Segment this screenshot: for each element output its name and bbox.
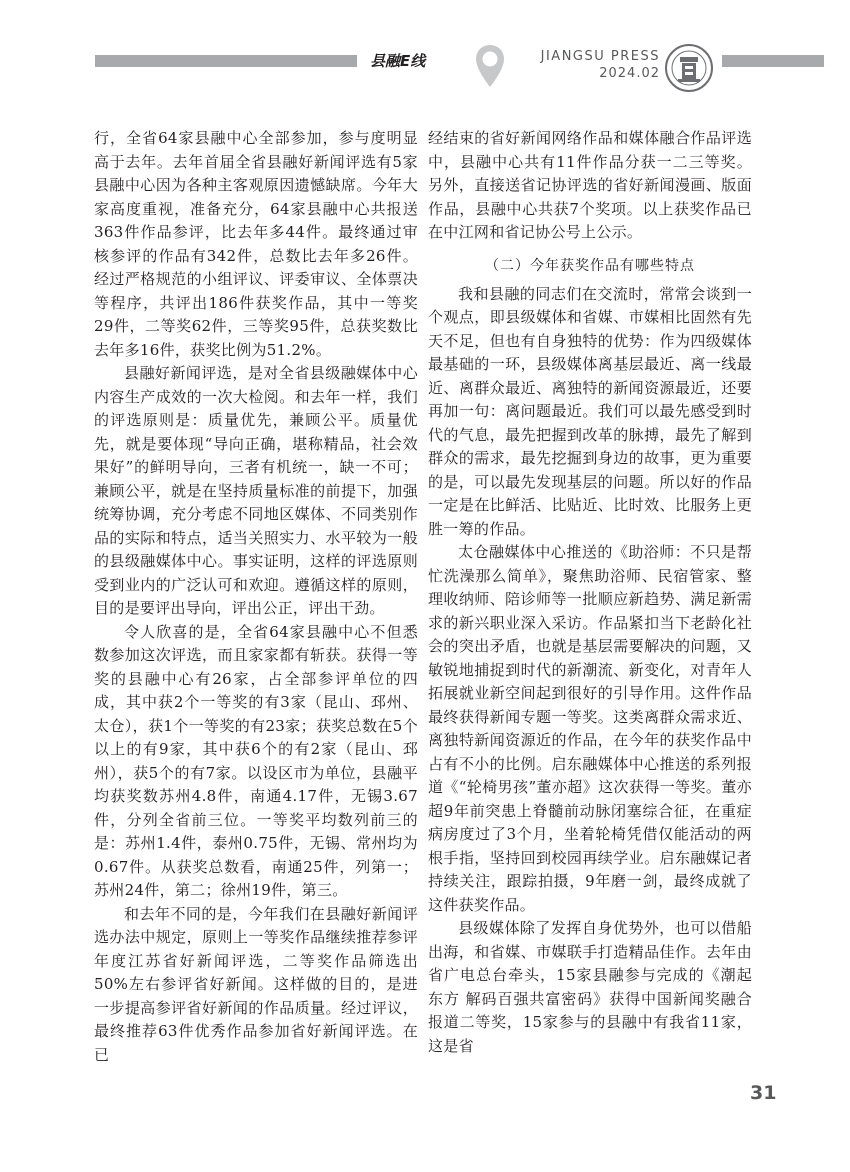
header-rule-left	[95, 55, 357, 67]
paragraph: 县融好新闻评选，是对全省县级融媒体中心内容生产成效的一次大检阅。和去年一样，我们的评选原则是：质量优先，兼顾公平。质量优先，就是要体现“导向正确，堪称精品，社会效果好”的鲜明导向，三者有机统一，缺一不可；兼顾公平，就是在坚持质量标准的前提下，加强统筹协调，充分考虑不同地区媒体、不同类别作品的实际和特点，适当关照实力、水平较为一般的县级融媒体中心。事实证明，这样的评选原则受到业内的广泛认可和欢迎。遵循这样的原则，目的是要评出导向，评出公正，评出干劲。	[94, 364, 418, 617]
paragraph: 县级媒体除了发挥自身优势外，也可以借船出海，和省媒、市媒联手打造精品佳作。去年由省广电总台牵头，15家县融参与完成的《潮起东方 解码百强共富密码》获得中国新闻奖融合报道二等奖，15家参与的县融中有我省11家，这是省	[428, 919, 752, 1055]
right-column	[428, 127, 752, 1058]
paragraph: 和去年不同的是，今年我们在县融好新闻评选办法中规定，原则上一等奖作品继续推荐参评年度江苏省好新闻评选，二等奖作品筛选出50%左右参评省好新闻。这样做的目的，是进一步提高参评省好新闻的作品质量。经过评议，最终推荐63件优秀作品参加省好新闻评选。在已	[94, 904, 418, 1064]
left-column	[94, 127, 418, 1067]
section-title: 县融E线	[370, 52, 426, 70]
journal-seal-logo-icon	[664, 43, 714, 93]
paragraph: 行，全省64家县融中心全部参加，参与度明显高于去年。去年首届全省县融好新闻评选有5家县融中心因为各种主客观原因遗憾缺席。今年大家高度重视，准备充分，64家县融中心共报送363件作品参评，比去年多44件。最终通过审核参评的作品有342件，总数比去年多26件。经过严格规范的小组评议、评委审议、全体票决等程序，共评出186件获奖作品，其中一等奖29件，二等奖62件，三等奖95件，总获奖数比去年多16件，获奖比例为51.2%。	[94, 129, 418, 359]
masthead-date: 2024.02	[599, 66, 660, 81]
subsection-heading: （二）今年获奖作品有哪些特点	[485, 257, 695, 274]
paragraph: 太仓融媒体中心推送的《助浴师：不只是帮忙洗澡那么简单》，聚焦助浴师、民宿管家、整理收纳师、陪诊师等一批顺应新趋势、满足新需求的新兴职业深入采访。作品紧扣当下老龄化社会的突出矛盾，也就是基层需要解决的问题，又敏锐地捕捉到时代的新潮流、新变化，对青年人拓展就业新空间起到很好的引导作用。这件作品最终获得新闻专题一等奖。这类离群众需求近、离独特新闻资源近的作品，在今年的获奖作品中占有不小的比例。启东融媒体中心推送的系列报道《“轮椅男孩”董亦超》这次获得一等奖。董亦超9年前突患上脊髓前动脉闭塞综合征，在重症病房度过了3个月，坐着轮椅凭借仅能活动的两根手指，坚持回到校园再续学业。启东融媒记者持续关注，跟踪拍摄，9年磨一剑，最终成就了这件获奖作品。	[428, 543, 752, 914]
page-header	[0, 0, 850, 110]
paragraph: 令人欣喜的是，全省64家县融中心不但悉数参加这次评选，而且家家都有斩获。获得一等奖的县融中心有26家，占全部参评单位的四成，其中获2个一等奖的有3家（昆山、邳州、太仓），获1个一等奖的有23家；获奖总数在5个以上的有9家，其中获6个的有2家（昆山、邳州），获5个的有7家。以设区市为单位，县融平均获奖数苏州4.8件，南通4.17件，无锡3.67件，分列全省前三位。一等奖平均数列前三的是：苏州1.4件，泰州0.75件，无锡、常州均为0.67件。从获奖总数看，南通25件，列第一；苏州24件，第二；徐州19件，第三。	[94, 622, 418, 899]
paragraph: 我和县融的同志们在交流时，常常会谈到一个观点，即县级媒体和省媒、市媒相比固然有先天不足，但也有自身独特的优势：作为四级媒体最基础的一环，县级媒体离基层最近、离一线最近、离群众最近、离独特的新闻资源最近，还要再加一句：离问题最近。我们可以最先感受到时代的气息，最先把握到改革的脉搏，最先了解到群众的需求，最先挖掘到身边的故事，更为重要的是，可以最先发现基层的问题。所以好的作品一定是在比鲜活、比贴近、比时效、比服务上更胜一筹的作品。	[428, 284, 752, 538]
header-rule-right	[722, 55, 824, 67]
page-number: 31	[750, 1082, 777, 1104]
masthead-name: JIANGSU PRESS	[540, 49, 660, 64]
paragraph: 经结束的省好新闻网络作品和媒体融合作品评选中，县融中心共有11件作品分获一二三等奖。另外，直接送省记协评选的省好新闻漫画、版面作品，县融中心共获7个奖项。以上获奖作品已在中江网和省记协公号上公示。	[428, 129, 752, 241]
location-pin-icon	[473, 43, 507, 91]
